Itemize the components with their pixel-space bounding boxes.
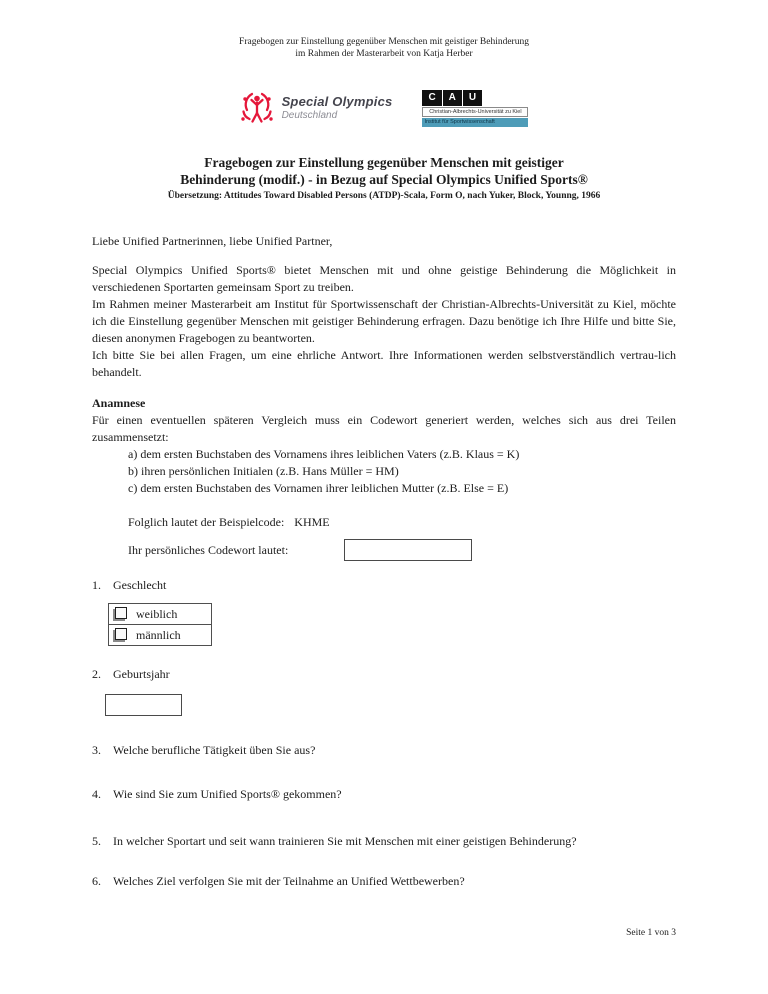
question-5-number: 5.	[92, 834, 101, 848]
codeword-rule-c: c) dem ersten Buchstaben des Vornamen ihrer leiblichen Mutter (z.B. Else = E)	[128, 481, 509, 495]
intro-paragraph-1: Special Olympics Unified Sports® bietet Menschen mit und ohne geistige Behinderung die Möglichkeit in verschiedenen Sportarten gemeinsam Sport zu treiben.	[92, 263, 676, 294]
cau-letter-u: U	[462, 90, 482, 106]
question-4-number: 4.	[92, 787, 101, 801]
question-4-text: Wie sind Sie zum Unified Sports® gekommen?	[113, 787, 342, 801]
gender-options-table	[108, 603, 212, 646]
question-5-text: In welcher Sportart und seit wann trainieren Sie mit Menschen mit einer geistigen Behinderung?	[113, 834, 577, 848]
cau-letter-c: C	[428, 92, 436, 103]
table-row	[109, 625, 212, 646]
cau-letter-a: A	[442, 90, 462, 106]
question-1-text: Geschlecht	[113, 578, 167, 592]
question-1	[92, 577, 676, 594]
page-number: Seite 1 von 3	[626, 928, 676, 938]
page-title-subtitle: Übersetzung: Attitudes Toward Disabled Persons (ATDP)-Scala, Form O, nach Yuker, Block, Younng, 1966	[167, 191, 601, 201]
codeword-label: Ihr persönliches Codewort lautet:	[128, 542, 289, 557]
codeword-rule-a: a) dem ersten Buchstaben des Vornamens ihres leiblichen Vaters (z.B. Klaus = K)	[128, 447, 520, 461]
example-code-label: Folglich lautet der Beispielcode:	[128, 515, 285, 529]
cau-logo	[422, 87, 528, 127]
page-title-line2: Behinderung (modif.) - in Bezug auf Special Olympics Unified Sports®	[180, 172, 588, 187]
checkbox-maennlich[interactable]	[115, 628, 127, 640]
question-2	[92, 666, 676, 683]
codeword-rules-list	[128, 446, 676, 497]
header-note-line2: im Rahmen der Masterarbeit von Katja Herber	[295, 49, 473, 59]
cau-letters-badge	[422, 90, 482, 106]
title-block	[0, 154, 768, 202]
question-2-text: Geburtsjahr	[113, 667, 170, 681]
codeword-input[interactable]	[344, 539, 472, 561]
anamnese-heading: Anamnese	[92, 396, 146, 410]
intro-paragraph-2: Im Rahmen meiner Masterarbeit am Institut für Sportwissenschaft der Christian-Albrechts-Universität zu Kiel, möchte ich die Einstellung gegenüber Menschen mit geistiger Behinderung erfragen. Dazu benötige ich Ihre Hilfe und bitte Sie, diesen anonymen Fragebogen zu beantworten.	[92, 297, 676, 345]
example-code-value: KHME	[294, 515, 330, 529]
question-5	[92, 833, 676, 850]
document-body	[92, 233, 676, 890]
special-olympics-subtitle: Deutschland	[281, 110, 338, 121]
example-code-row	[128, 514, 676, 531]
question-3	[92, 742, 676, 759]
special-olympics-logo	[240, 89, 393, 126]
question-6-number: 6.	[92, 874, 101, 888]
table-row	[109, 604, 212, 625]
checkbox-weiblich[interactable]	[115, 607, 127, 619]
header-note-line1: Fragebogen zur Einstellung gegenüber Menschen mit geistiger Behinderung	[239, 37, 529, 47]
question-3-text: Welche berufliche Tätigkeit üben Sie aus?	[113, 743, 316, 757]
codeword-rule-b: b) ihren persönlichen Initialen (z.B. Hans Müller = HM)	[128, 464, 399, 478]
gender-option-weiblich-label: weiblich	[136, 606, 178, 621]
gender-option-maennlich[interactable]	[109, 625, 212, 646]
question-1-number: 1.	[92, 578, 101, 592]
question-4	[92, 786, 676, 803]
special-olympics-wordmark: Special Olympics	[281, 94, 393, 109]
cau-university-name: Christian-Albrechts-Universität zu Kiel	[422, 107, 528, 117]
intro-paragraph-3: Ich bitte Sie bei allen Fragen, um eine ehrliche Antwort. Ihre Informationen werden selbstverständlich vertrau-lich behandelt.	[92, 348, 676, 379]
question-6-text: Welches Ziel verfolgen Sie mit der Teilnahme an Unified Wettbewerben?	[113, 874, 465, 888]
gender-option-maennlich-label: männlich	[136, 627, 181, 642]
logo-row	[0, 87, 768, 127]
gender-option-weiblich[interactable]	[109, 604, 212, 625]
page-title-line1: Fragebogen zur Einstellung gegenüber Menschen mit geistiger	[204, 155, 564, 170]
cau-institute-bar: Institut für Sportwissenschaft	[422, 118, 528, 127]
question-6	[92, 873, 676, 890]
question-2-number: 2.	[92, 667, 101, 681]
special-olympics-icon	[240, 89, 274, 126]
header-note	[0, 0, 768, 60]
special-olympics-text	[282, 94, 393, 121]
codeword-row	[128, 539, 676, 561]
geburtsjahr-input[interactable]	[105, 694, 182, 716]
salutation: Liebe Unified Partnerinnen, liebe Unified Partner,	[92, 234, 333, 248]
question-3-number: 3.	[92, 743, 101, 757]
anamnese-intro: Für einen eventuellen späteren Vergleich muss ein Codewort generiert werden, welches sich aus drei Teilen zusammensetzt:	[92, 413, 676, 444]
